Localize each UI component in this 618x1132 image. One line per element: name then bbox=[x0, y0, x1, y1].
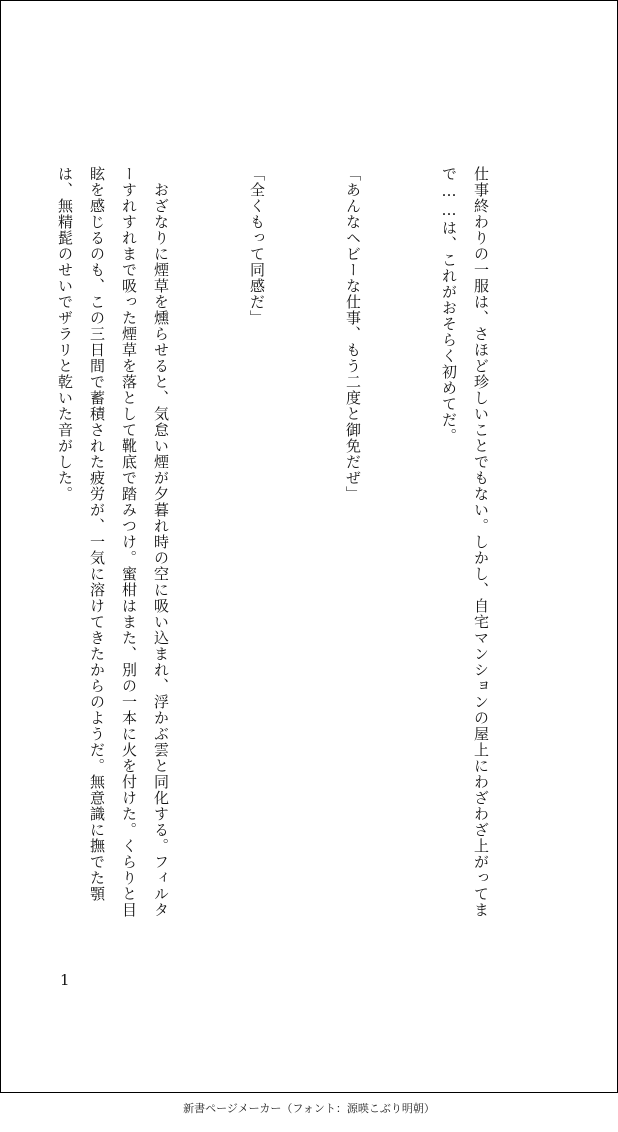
footer-caption: 新書ページメーカー（フォント：源暎こぶり明朝） bbox=[183, 1102, 435, 1115]
paragraph: 仕事終わりの一服は、さほど珍しいことでもない。しかし、自宅マンションの屋上にわざわざ上がってまで……は、これがおそらく初めてだ。 bbox=[440, 166, 490, 918]
page-number: 1 bbox=[60, 971, 70, 989]
body-text-area bbox=[56, 131, 561, 921]
paragraph: 「全くもって同感だ」 bbox=[248, 166, 266, 326]
paragraph: 「あんなヘビーな仕事、もう二度と御免だぜ」 bbox=[344, 166, 362, 502]
vertical-text-column bbox=[0, 166, 561, 926]
paragraph: おざなりに煙草を燻らせると、気怠い煙が夕暮れ時の空に吸い込まれ、浮かぶ雲と同化する。フィルターすれすれまで吸った煙草を落として靴底で踏みつけ。蜜柑はまた、別の一本に火を付けた。くらりと目眩を感じるのも、この三日間で蓄積された疲労が、一気に溶けてきたからのようだ。無意識に撫でた顎は、無精髭のせいでザラリと乾いた音がした。 bbox=[56, 166, 170, 918]
